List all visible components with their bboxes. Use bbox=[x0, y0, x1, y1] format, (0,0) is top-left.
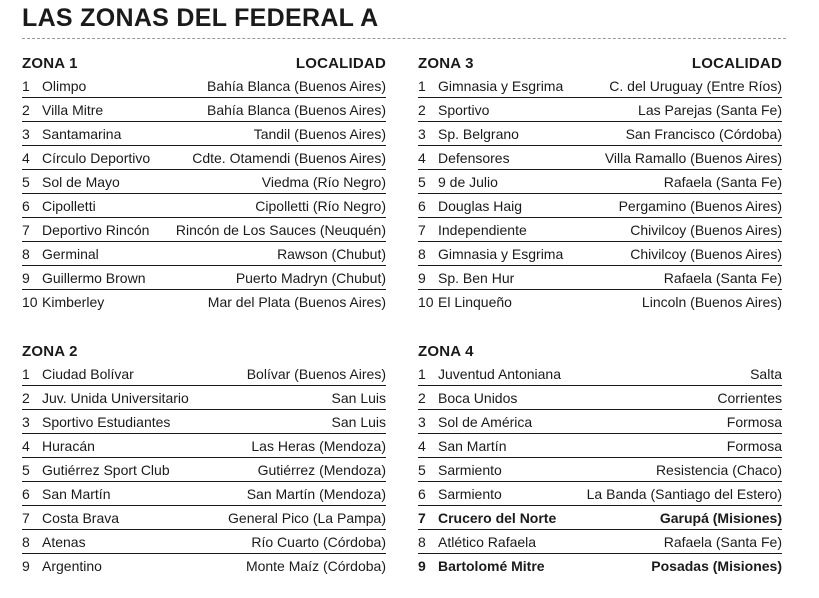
club-name: Guillermo Brown bbox=[42, 269, 146, 286]
zona-1-title: ZONA 1 bbox=[22, 54, 78, 72]
club-name: Gimnasia y Esgrima bbox=[438, 77, 564, 94]
club-name: Sol de América bbox=[438, 413, 533, 430]
title-divider bbox=[22, 38, 786, 39]
row-number: 8 bbox=[418, 245, 426, 262]
zona-3-header bbox=[418, 52, 782, 74]
club-localidad: Puerto Madryn (Chubut) bbox=[235, 269, 386, 286]
club-localidad: La Banda (Santiago del Estero) bbox=[586, 485, 782, 502]
row-number: 8 bbox=[22, 245, 30, 262]
table-row bbox=[418, 74, 782, 98]
table-row bbox=[418, 146, 782, 170]
row-number: 7 bbox=[22, 509, 30, 526]
club-localidad: Rafaela (Santa Fe) bbox=[663, 269, 782, 286]
club-name: Kimberley bbox=[42, 294, 105, 310]
club-name: Círculo Deportivo bbox=[42, 149, 151, 166]
row-number: 7 bbox=[418, 221, 426, 238]
row-number: 9 bbox=[418, 558, 426, 574]
table-row bbox=[418, 482, 782, 506]
row-number: 6 bbox=[22, 485, 30, 502]
club-localidad: Cdte. Otamendi (Buenos Aires) bbox=[192, 149, 386, 166]
club-localidad: San Luis bbox=[331, 413, 386, 430]
table-row bbox=[418, 386, 782, 410]
table-row bbox=[22, 194, 386, 218]
row-number: 4 bbox=[22, 437, 30, 454]
zona-4-table bbox=[418, 340, 782, 578]
club-name: Bartolomé Mitre bbox=[438, 558, 545, 574]
table-row bbox=[418, 434, 782, 458]
club-localidad: Garupá (Misiones) bbox=[659, 509, 782, 526]
club-name: Sol de Mayo bbox=[42, 173, 120, 190]
row-number: 2 bbox=[418, 389, 426, 406]
table-row bbox=[22, 434, 386, 458]
row-number: 1 bbox=[418, 365, 426, 382]
club-localidad: Mar del Plata (Buenos Aires) bbox=[207, 294, 386, 310]
row-number: 1 bbox=[22, 365, 30, 382]
club-localidad: Chivilcoy (Buenos Aires) bbox=[630, 221, 782, 238]
club-localidad: Formosa bbox=[726, 437, 782, 454]
row-number: 5 bbox=[418, 173, 426, 190]
row-number: 5 bbox=[22, 461, 30, 478]
row-number: 10 bbox=[418, 294, 434, 310]
table-row bbox=[22, 362, 386, 386]
table-row bbox=[22, 146, 386, 170]
table-row bbox=[418, 170, 782, 194]
localidad-column-header: LOCALIDAD bbox=[691, 54, 782, 72]
table-row bbox=[418, 122, 782, 146]
row-number: 5 bbox=[22, 173, 30, 190]
table-row bbox=[418, 506, 782, 530]
row-number: 4 bbox=[418, 149, 426, 166]
table-row bbox=[418, 266, 782, 290]
club-name: Sportivo bbox=[438, 101, 490, 118]
club-name: Atenas bbox=[42, 533, 86, 550]
row-number: 3 bbox=[22, 413, 30, 430]
club-name: Juv. Unida Universitario bbox=[42, 389, 189, 406]
zona-4-title: ZONA 4 bbox=[418, 342, 474, 360]
club-name: Gutiérrez Sport Club bbox=[42, 461, 170, 478]
zona-1-header bbox=[22, 52, 386, 74]
row-number: 5 bbox=[418, 461, 426, 478]
table-row bbox=[418, 410, 782, 434]
row-number: 6 bbox=[418, 197, 426, 214]
table-row bbox=[22, 530, 386, 554]
club-name: Germinal bbox=[42, 245, 99, 262]
club-localidad: Rawson (Chubut) bbox=[277, 245, 386, 262]
table-row bbox=[22, 122, 386, 146]
table-row bbox=[418, 554, 782, 578]
club-name: Sp. Ben Hur bbox=[438, 269, 515, 286]
club-name: Huracán bbox=[42, 437, 95, 454]
club-name: Sportivo Estudiantes bbox=[42, 413, 171, 430]
club-name: Defensores bbox=[438, 149, 510, 166]
club-localidad: C. del Uruguay (Entre Ríos) bbox=[609, 77, 782, 94]
club-localidad: Posadas (Misiones) bbox=[651, 558, 782, 574]
club-localidad: Las Parejas (Santa Fe) bbox=[638, 101, 782, 118]
club-localidad: Viedma (Río Negro) bbox=[261, 173, 386, 190]
table-row bbox=[22, 98, 386, 122]
table-row bbox=[418, 290, 782, 314]
club-localidad: General Pico (La Pampa) bbox=[228, 509, 386, 526]
club-localidad: Pergamino (Buenos Aires) bbox=[618, 197, 782, 214]
row-number: 2 bbox=[22, 101, 30, 118]
row-number: 1 bbox=[22, 77, 30, 94]
row-number: 4 bbox=[418, 437, 426, 454]
table-row bbox=[22, 218, 386, 242]
zona-2-title: ZONA 2 bbox=[22, 342, 78, 360]
zona-4-header bbox=[418, 340, 782, 362]
row-number: 4 bbox=[22, 149, 30, 166]
table-row bbox=[22, 386, 386, 410]
table-row bbox=[22, 74, 386, 98]
club-localidad: Bahía Blanca (Buenos Aires) bbox=[207, 101, 386, 118]
row-number: 7 bbox=[22, 221, 30, 238]
table-row bbox=[22, 266, 386, 290]
table-row bbox=[418, 458, 782, 482]
club-name: Deportivo Rincón bbox=[42, 221, 150, 238]
row-number: 7 bbox=[418, 509, 426, 526]
club-localidad: Cipolletti (Río Negro) bbox=[255, 197, 386, 214]
club-localidad: Lincoln (Buenos Aires) bbox=[641, 294, 782, 310]
club-localidad: San Martín (Mendoza) bbox=[246, 485, 386, 502]
row-number: 6 bbox=[418, 485, 426, 502]
table-row bbox=[22, 506, 386, 530]
table-row bbox=[22, 482, 386, 506]
table-row bbox=[22, 554, 386, 578]
row-number: 8 bbox=[22, 533, 30, 550]
club-name: Independiente bbox=[438, 221, 527, 238]
zona-3-table bbox=[418, 52, 782, 314]
table-row bbox=[418, 530, 782, 554]
club-localidad: Chivilcoy (Buenos Aires) bbox=[630, 245, 782, 262]
club-localidad: Villa Ramallo (Buenos Aires) bbox=[604, 149, 782, 166]
localidad-column-header: LOCALIDAD bbox=[295, 54, 386, 72]
page-title: LAS ZONAS DEL FEDERAL A bbox=[22, 4, 379, 32]
club-name: Sarmiento bbox=[438, 485, 502, 502]
row-number: 8 bbox=[418, 533, 426, 550]
club-localidad: San Francisco (Córdoba) bbox=[625, 125, 782, 142]
zona-1-table bbox=[22, 52, 386, 314]
club-localidad: Rafaela (Santa Fe) bbox=[663, 533, 782, 550]
table-row bbox=[22, 458, 386, 482]
club-name: Atlético Rafaela bbox=[438, 533, 537, 550]
club-name: El Linqueño bbox=[438, 294, 512, 310]
table-row bbox=[418, 194, 782, 218]
row-number: 3 bbox=[22, 125, 30, 142]
club-name: San Martín bbox=[438, 437, 507, 454]
club-localidad: Las Heras (Mendoza) bbox=[251, 437, 386, 454]
club-name: Sarmiento bbox=[438, 461, 502, 478]
club-localidad: Río Cuarto (Córdoba) bbox=[251, 533, 386, 550]
club-localidad: San Luis bbox=[331, 389, 386, 406]
club-name: Villa Mitre bbox=[42, 101, 104, 118]
club-name: Santamarina bbox=[42, 125, 122, 142]
club-name: 9 de Julio bbox=[438, 173, 498, 190]
zona-2-header bbox=[22, 340, 386, 362]
table-row bbox=[22, 242, 386, 266]
table-row bbox=[22, 410, 386, 434]
row-number: 3 bbox=[418, 125, 426, 142]
club-localidad: Monte Maíz (Córdoba) bbox=[245, 558, 386, 574]
club-name: Cipolletti bbox=[42, 197, 96, 214]
club-name: Douglas Haig bbox=[438, 197, 523, 214]
row-number: 2 bbox=[418, 101, 426, 118]
club-name: San Martín bbox=[42, 485, 111, 502]
club-name: Costa Brava bbox=[42, 509, 120, 526]
row-number: 6 bbox=[22, 197, 30, 214]
zona-3-title: ZONA 3 bbox=[418, 54, 474, 72]
row-number: 10 bbox=[22, 294, 38, 310]
row-number: 9 bbox=[22, 558, 30, 574]
zona-2-table bbox=[22, 340, 386, 578]
table-row bbox=[418, 242, 782, 266]
club-name: Juventud Antoniana bbox=[438, 365, 561, 382]
row-number: 9 bbox=[22, 269, 30, 286]
club-name: Crucero del Norte bbox=[438, 509, 557, 526]
table-row bbox=[22, 170, 386, 194]
club-localidad: Bolívar (Buenos Aires) bbox=[246, 365, 386, 382]
club-localidad: Resistencia (Chaco) bbox=[655, 461, 782, 478]
club-localidad: Gutiérrez (Mendoza) bbox=[257, 461, 386, 478]
row-number: 1 bbox=[418, 77, 426, 94]
row-number: 2 bbox=[22, 389, 30, 406]
row-number: 3 bbox=[418, 413, 426, 430]
club-localidad: Rincón de Los Sauces (Neuquén) bbox=[175, 221, 386, 238]
club-localidad: Rafaela (Santa Fe) bbox=[663, 173, 782, 190]
club-name: Argentino bbox=[42, 558, 102, 574]
table-row bbox=[22, 290, 386, 314]
club-name: Boca Unidos bbox=[438, 389, 518, 406]
club-localidad: Corrientes bbox=[717, 389, 782, 406]
club-localidad: Tandil (Buenos Aires) bbox=[253, 125, 386, 142]
club-localidad: Bahía Blanca (Buenos Aires) bbox=[207, 77, 386, 94]
club-name: Sp. Belgrano bbox=[438, 125, 519, 142]
table-row bbox=[418, 98, 782, 122]
club-localidad: Formosa bbox=[726, 413, 782, 430]
club-name: Olimpo bbox=[42, 77, 87, 94]
club-localidad: Salta bbox=[750, 365, 782, 382]
club-name: Gimnasia y Esgrima bbox=[438, 245, 564, 262]
table-row bbox=[418, 362, 782, 386]
table-row bbox=[418, 218, 782, 242]
club-name: Ciudad Bolívar bbox=[42, 365, 134, 382]
row-number: 9 bbox=[418, 269, 426, 286]
